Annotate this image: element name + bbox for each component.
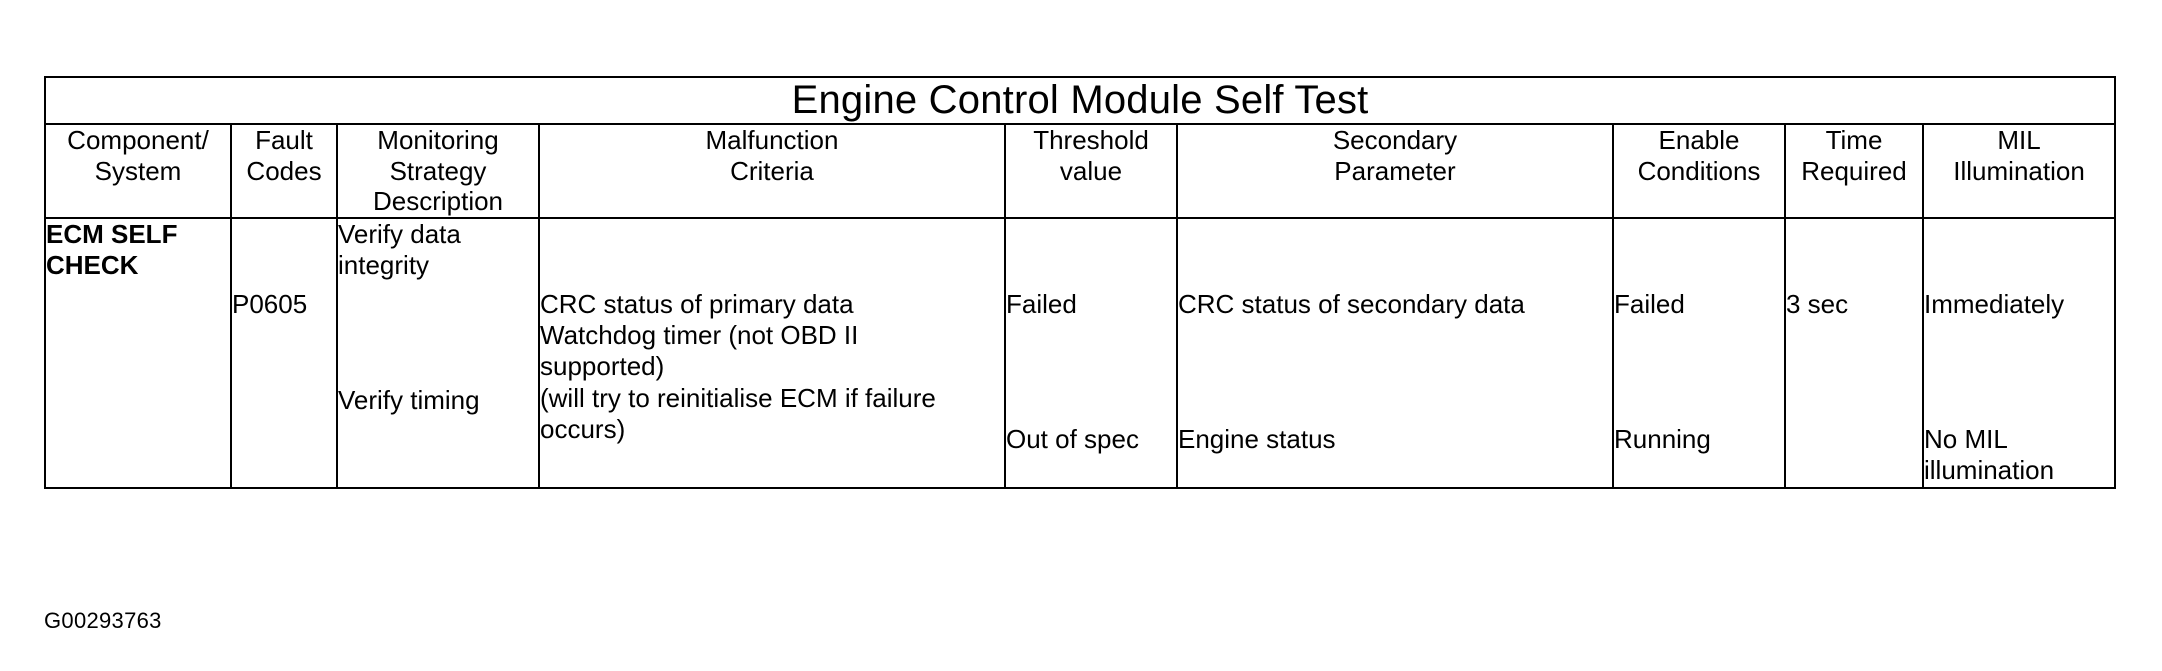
cell-line: CRC status of secondary data	[1178, 289, 1525, 320]
cell-line: Watchdog timer (not OBD II	[540, 320, 859, 351]
column-header-malfunction-criteria	[539, 124, 1005, 218]
cell-line: CHECK	[46, 250, 139, 281]
column-header-enable-conditions	[1613, 124, 1785, 218]
header-line: Strategy	[389, 155, 487, 186]
column-header-component-system	[45, 124, 231, 218]
header-line: value	[1059, 155, 1123, 186]
header-line: System	[94, 155, 182, 186]
cell-line: Engine status	[1178, 424, 1336, 455]
cell-line: ECM SELF	[46, 219, 178, 250]
cell-line: supported)	[540, 351, 665, 382]
column-header-monitoring-strategy-description	[337, 124, 539, 218]
cell-line: Failed	[1006, 289, 1077, 320]
column-header-mil-illumination	[1923, 124, 2115, 218]
column-header-threshold-value	[1005, 124, 1177, 218]
cell-line: (will try to reinitialise ECM if failure	[540, 382, 936, 413]
header-line: Time	[1825, 125, 1883, 155]
header-line: Threshold	[1033, 125, 1149, 155]
column-header-fault-codes	[231, 124, 337, 218]
table-row	[45, 218, 2115, 488]
cell-line: Out of spec	[1006, 424, 1139, 455]
cell-time-required	[1785, 218, 1923, 488]
header-line: Parameter	[1334, 155, 1456, 186]
cell-line: CRC status of primary data	[540, 289, 854, 320]
column-header-secondary-parameter	[1177, 124, 1613, 218]
header-line: Conditions	[1637, 155, 1761, 186]
cell-secondary-parameter	[1177, 218, 1613, 488]
header-line: Secondary	[1332, 125, 1458, 155]
table-header-row	[45, 124, 2115, 218]
cell-component-system	[45, 218, 231, 488]
header-line: Description	[372, 186, 504, 217]
cell-line: integrity	[338, 250, 430, 281]
cell-threshold-value	[1005, 218, 1177, 488]
header-line: Enable	[1658, 125, 1740, 155]
header-line: Component/	[67, 125, 209, 155]
engine-control-module-self-test-table	[44, 76, 2116, 489]
header-line: Required	[1801, 155, 1907, 186]
cell-line: 3 sec	[1786, 289, 1849, 320]
cell-enable-conditions	[1613, 218, 1785, 488]
cell-line: illumination	[1924, 455, 2055, 486]
cell-line: Verify data	[338, 219, 461, 250]
cell-line: No MIL	[1924, 424, 2008, 455]
cell-malfunction-criteria	[539, 218, 1005, 488]
cell-line: Immediately	[1924, 289, 2065, 320]
cell-line: Failed	[1614, 289, 1685, 320]
header-line: MIL	[1997, 125, 2041, 155]
cell-mil-illumination	[1923, 218, 2115, 488]
header-line: Malfunction	[705, 125, 839, 155]
header-line: Illumination	[1953, 155, 2085, 186]
page-title: Engine Control Module Self Test	[45, 77, 2115, 124]
table-title-row	[45, 77, 2115, 124]
header-line: Codes	[246, 155, 322, 186]
cell-fault-codes	[231, 218, 337, 488]
header-line: Fault	[255, 125, 313, 155]
cell-line: Running	[1614, 424, 1711, 455]
cell-line: P0605	[232, 289, 308, 320]
cell-monitoring-strategy	[337, 218, 539, 488]
header-line: Criteria	[730, 155, 814, 186]
cell-line: Verify timing	[338, 385, 480, 416]
figure-caption: G00293763	[44, 608, 162, 633]
column-header-time-required	[1785, 124, 1923, 218]
cell-line: occurs)	[540, 413, 626, 444]
header-line: Monitoring	[377, 125, 499, 155]
